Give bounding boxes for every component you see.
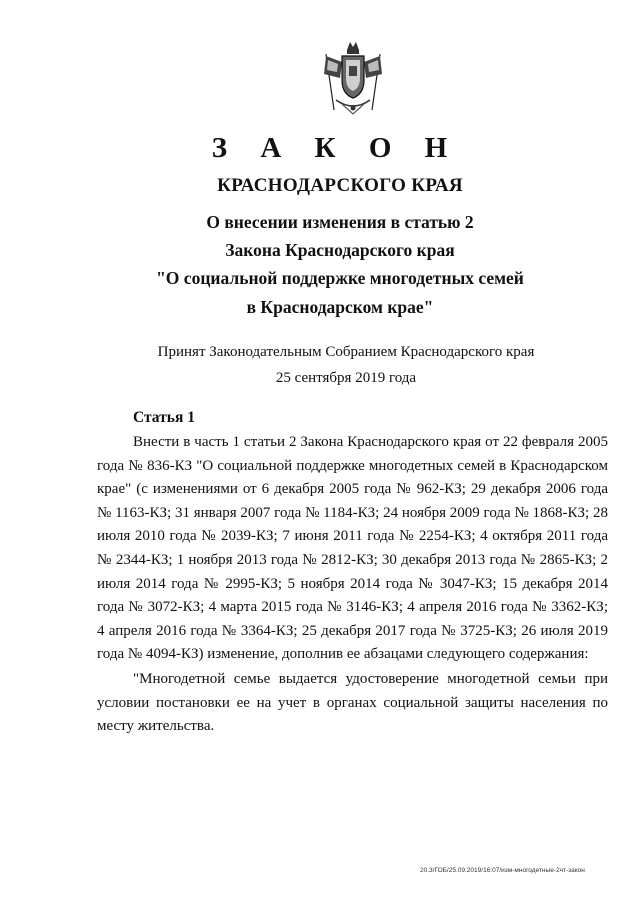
heading-line: Закона Краснодарского края — [225, 240, 455, 260]
adoption-line: Принят Законодательным Собранием Краснодарского края — [157, 344, 535, 360]
article-body — [97, 431, 608, 739]
heading-line: в Краснодарском крае" — [246, 297, 434, 317]
article-paragraph-quote: "Многодетной семье выдается удостоверение многодетной семьи при условии постановки ее на учет в органах социальной защиты населения по месту жительства. — [97, 670, 608, 735]
article-title: Статья 1 — [133, 409, 195, 426]
document-subtitle: КРАСНОДАРСКОГО КРАЯ — [217, 175, 463, 196]
footer-code: 20.3/ГОБ/25.09.2019/16:07/изм-многодетные-2чт-закон — [420, 867, 585, 874]
adoption-date: 25 сентября 2019 года — [275, 370, 417, 386]
krasnodar-coat-of-arms-icon — [312, 38, 394, 118]
heading-line: О внесении изменения в статью 2 — [206, 212, 474, 232]
heading-line: "О социальной поддержке многодетных семей — [156, 268, 524, 288]
article-paragraph: Внести в часть 1 статьи 2 Закона Краснодарского края от 22 февраля 2005 года № 836-КЗ "О социальной поддержке многодетных семей в Краснодарском крае" (с изменениями от 6 декабря 2005 года № 962-КЗ; 29 декабря 2006 года № 1163-КЗ; 31 января 2007 года № 1184-КЗ; 24 ноября 2009 года № 1868-КЗ; 28 июля 2010 года № 2039-КЗ; 7 июня 2011 года № 2254-КЗ; 4 октября 2011 года № 2344-КЗ; 1 ноября 2013 года № 2812-КЗ; 30 декабря 2013 года № 2865-КЗ; 2 июля 2014 года № 2995-КЗ; 5 ноября 2014 года № 3047-КЗ; 15 декабря 2014 года № 3072-КЗ; 4 марта 2015 года № 3146-КЗ; 4 апреля 2016 года № 3362-КЗ; 4 апреля 2016 года № 3364-КЗ; 25 декабря 2017 года № 3725-КЗ; 26 июля 2019 года № 4094-КЗ) изменение, дополнив ее абзацами следующего содержания: — [97, 434, 608, 663]
document-title: З А К О Н — [211, 132, 461, 164]
